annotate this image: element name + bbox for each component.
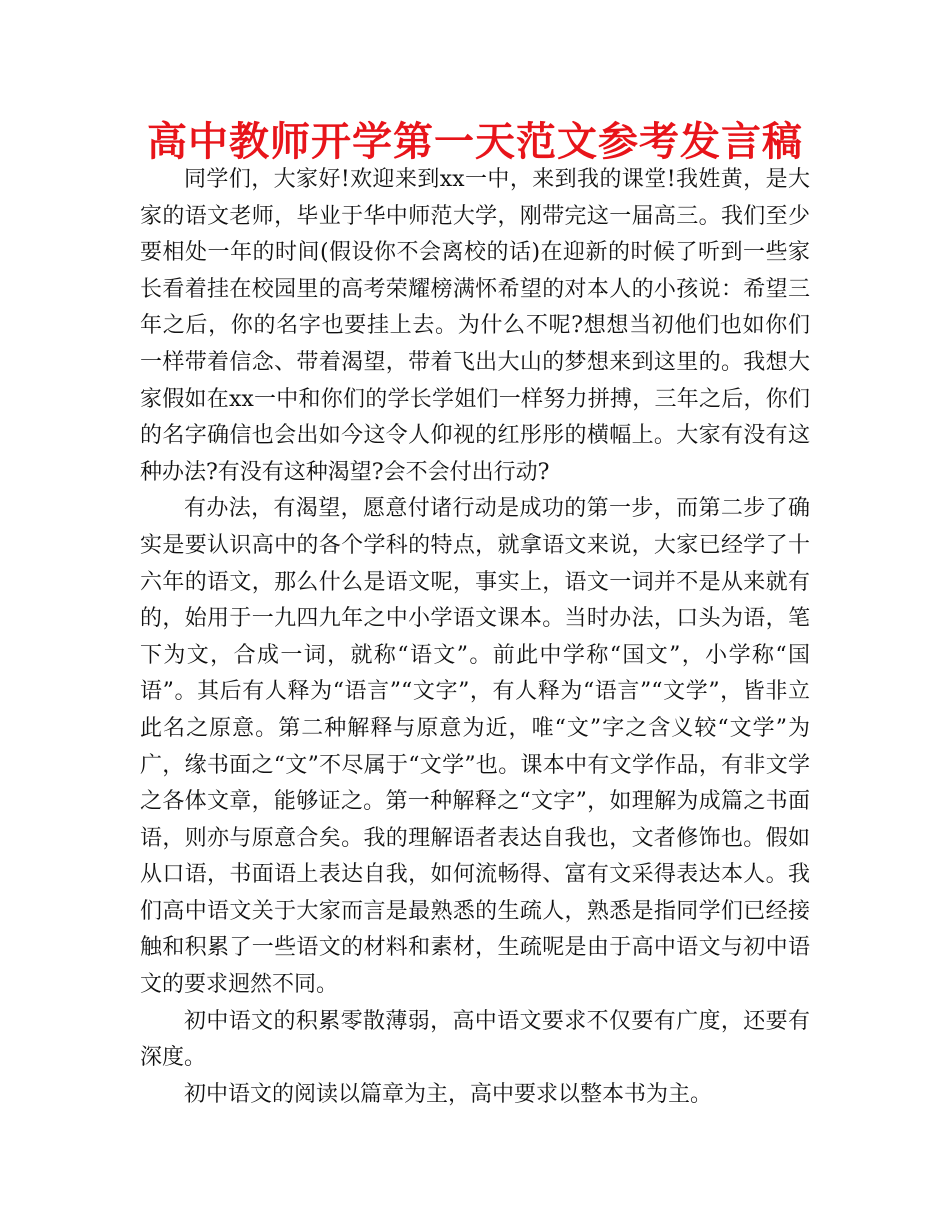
paragraph-4: 初中语文的阅读以篇章为主，高中要求以整本书为主。 [184, 1081, 713, 1107]
document-body [140, 162, 810, 1113]
document-title: 高中教师开学第一天范文参考发言稿 [147, 119, 803, 165]
paragraph-3: 初中语文的积累零散薄弱，高中语文要求不仅要有广度，还要有深度。 [140, 1008, 810, 1071]
paragraph-1: 同学们，大家好!欢迎来到xx一中，来到我的课堂!我姓黄，是大家的语文老师，毕业于华中师范大学，刚带完这一届高三。我们至少要相处一年的时间(假设你不会离校的话)在迎新的时候了听到一些家长看着挂在校园里的高考荣耀榜满怀希望的对本人的小孩说：希望三年之后，你的名字也要挂上去。为什么不呢?想想当初他们也如你们一样带着信念、带着渴望，带着飞出大山的梦想来到这里的。我想大家假如在xx一中和你们的学长学姐们一样努力拼搏，三年之后，你们的名字确信也会出如今这令人仰视的红彤彤的横幅上。大家有没有这种办法?有没有这种渴望?会不会付出行动? [140, 167, 810, 485]
paragraph-2: 有办法，有渴望，愿意付诸行动是成功的第一步，而第二步了确实是要认识高中的各个学科的特点，就拿语文来说，大家已经学了十六年的语文，那么什么是语文呢，事实上，语文一词并不是从来就有的，始用于一九四九年之中小学语文课本。当时办法，口头为语，笔下为文，合成一词，就称“语文”。前此中学称“国文”，小学称“国语”。其后有人释为“语言”“文字”，有人释为“语言”“文学”，皆非立此名之原意。第二种解释与原意为近，唯“文”字之含义较“文学”为广，缘书面之“文”不尽属于“文学”也。课本中有文学作品，有非文学之各体文章，能够证之。第一种解释之“文字”，如理解为成篇之书面语，则亦与原意合矣。我的理解语者表达自我也，文者修饰也。假如从口语，书面语上表达自我，如何流畅得、富有文采得表达本人。我们高中语文关于大家而言是最熟悉的生疏人，熟悉是指同学们已经接触和积累了一些语文的材料和素材，生疏呢是由于高中语文与初中语文的要求迥然不同。 [140, 496, 810, 998]
